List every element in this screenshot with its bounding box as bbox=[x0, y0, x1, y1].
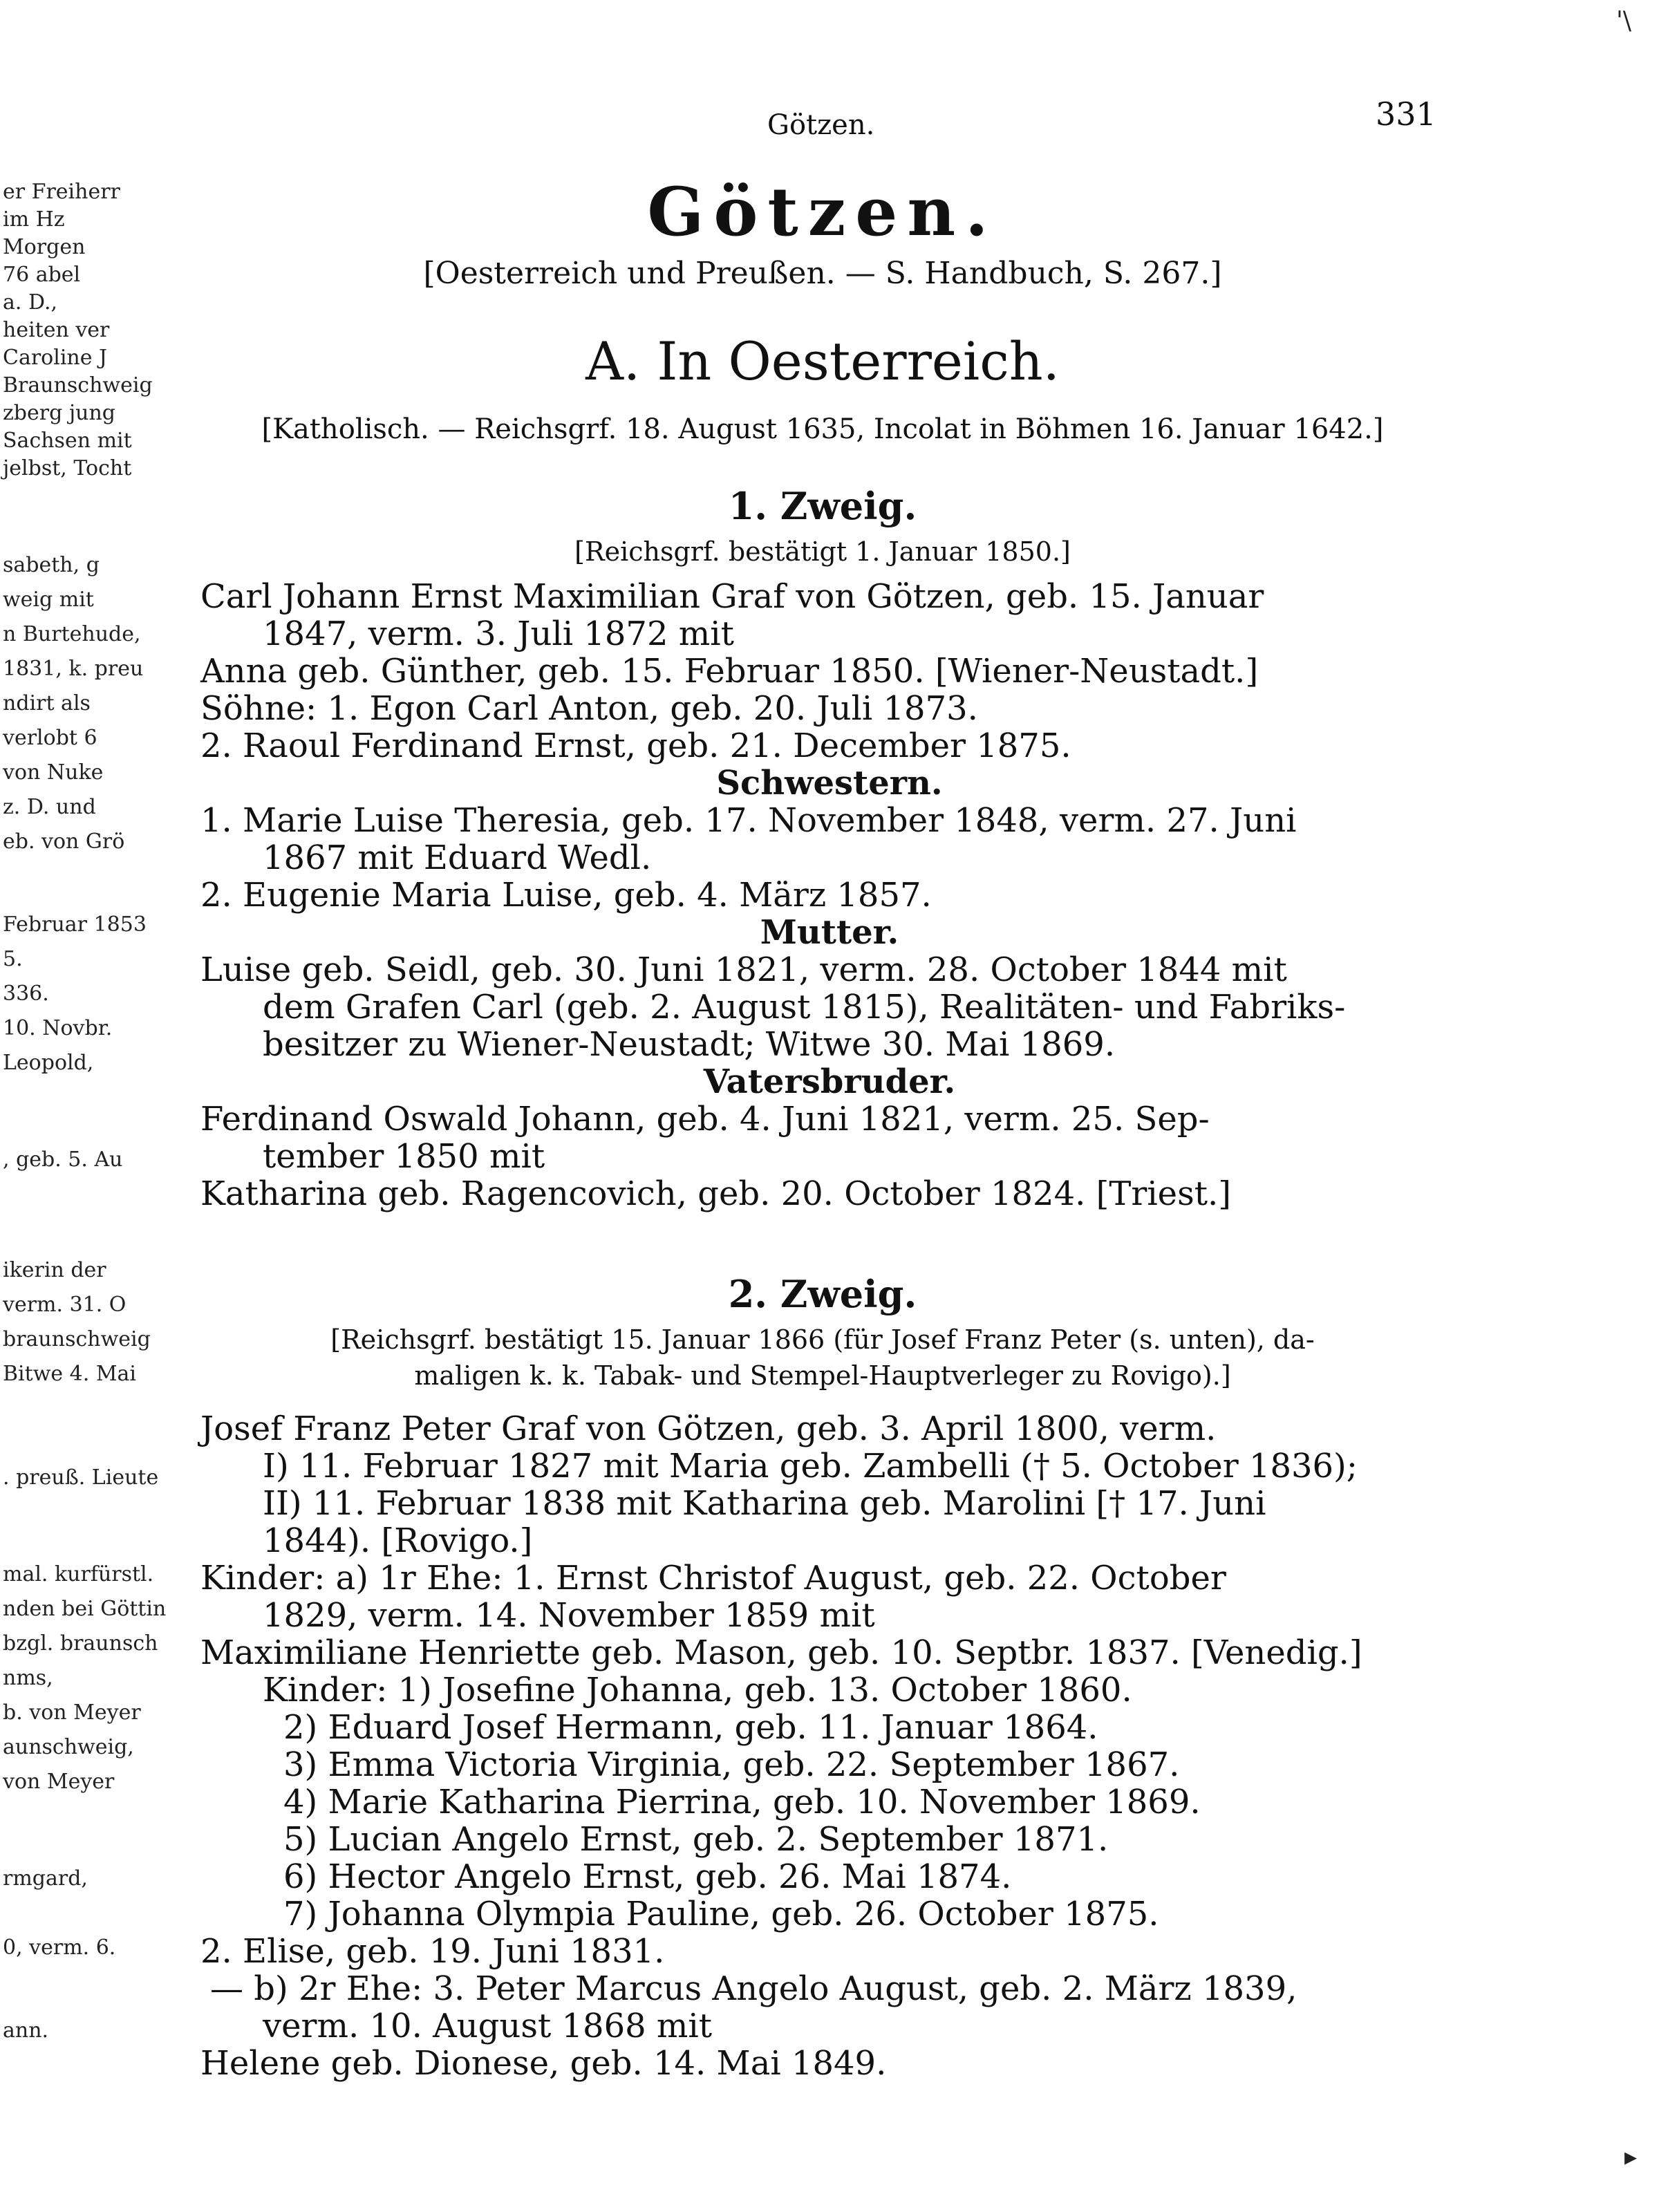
margin-fragment: z. D. und bbox=[3, 795, 96, 819]
entry-line: 1847, verm. 3. Juli 1872 mit bbox=[263, 615, 734, 653]
margin-fragment: Braunschweig bbox=[3, 373, 153, 397]
section-title: A. In Oesterreich. bbox=[585, 330, 1060, 392]
margin-fragment: nden bei Göttin bbox=[3, 1597, 167, 1621]
entry-line: 4) Marie Katharina Pierrina, geb. 10. November 1869. bbox=[283, 1783, 1201, 1821]
right-edge-marks bbox=[1597, 0, 1659, 2212]
entry-line: verm. 10. August 1868 mit bbox=[263, 2007, 713, 2045]
margin-fragment: ndirt als bbox=[3, 691, 91, 715]
margin-fragment: heiten ver bbox=[3, 318, 110, 342]
entry-line: Luise geb. Seidl, geb. 30. Juni 1821, verm. 28. October 1844 mit bbox=[200, 950, 1287, 989]
section-note: [Katholisch. — Reichsgrf. 18. August 1635, Incolat in Böhmen 16. Januar 1642.] bbox=[261, 413, 1384, 445]
branch-2-note-1: [Reichsgrf. bestätigt 15. Januar 1866 (für Josef Franz Peter (s. unten), da- bbox=[330, 1324, 1315, 1355]
entry-line: 1844). [Rovigo.] bbox=[263, 1521, 533, 1560]
entry-line: 5) Lucian Angelo Ernst, geb. 2. September 1871. bbox=[283, 1820, 1109, 1859]
margin-fragment: Februar 1853 bbox=[3, 912, 147, 937]
entry-line: II) 11. Februar 1838 mit Katharina geb. Marolini [† 17. Juni bbox=[263, 1484, 1266, 1523]
margin-fragment: Bitwe 4. Mai bbox=[3, 1362, 137, 1386]
margin-fragment: rmgard, bbox=[3, 1866, 88, 1891]
margin-fragment: nms, bbox=[3, 1666, 53, 1690]
margin-fragment: Sachsen mit bbox=[3, 429, 132, 453]
margin-fragment: verlobt 6 bbox=[3, 726, 97, 750]
family-title: Götzen. bbox=[647, 173, 998, 251]
margin-fragment: aunschweig, bbox=[3, 1735, 134, 1759]
margin-fragment: n Burtehude, bbox=[3, 622, 141, 646]
entry-line: 1829, verm. 14. November 1859 mit bbox=[263, 1596, 875, 1635]
margin-fragment: verm. 31. O bbox=[3, 1293, 126, 1317]
page-number: 331 bbox=[1376, 95, 1436, 133]
entry-line: Carl Johann Ernst Maximilian Graf von Götzen, geb. 15. Januar bbox=[200, 577, 1264, 616]
entry-line: Ferdinand Oswald Johann, geb. 4. Juni 1821, verm. 25. Sep- bbox=[200, 1100, 1210, 1138]
entry-line: — b) 2r Ehe: 3. Peter Marcus Angelo August, geb. 2. März 1839, bbox=[210, 1969, 1297, 2008]
subheading: Schwestern. bbox=[716, 764, 943, 803]
margin-fragment: eb. von Grö bbox=[3, 830, 125, 854]
entry-line: tember 1850 mit bbox=[263, 1137, 545, 1176]
entry-line: 3) Emma Victoria Virginia, geb. 22. September 1867. bbox=[283, 1745, 1180, 1784]
entry-line: 6) Hector Angelo Ernst, geb. 26. Mai 1874. bbox=[283, 1857, 1012, 1896]
adjacent-page-margin bbox=[0, 0, 167, 2212]
margin-fragment: b. von Meyer bbox=[3, 1700, 141, 1725]
entry-line: Maximiliane Henriette geb. Mason, geb. 10. Septbr. 1837. [Venedig.] bbox=[200, 1633, 1362, 1672]
margin-fragment: 0, verm. 6. bbox=[3, 1936, 116, 1960]
margin-fragment: 5. bbox=[3, 947, 23, 971]
margin-fragment: von Meyer bbox=[3, 1770, 115, 1794]
entry-line: Kinder: 1) Josefine Johanna, geb. 13. October 1860. bbox=[263, 1671, 1132, 1709]
branch-2-title: 2. Zweig. bbox=[728, 1272, 917, 1316]
margin-fragment: ikerin der bbox=[3, 1258, 106, 1282]
entry-line: Anna geb. Günther, geb. 15. Februar 1850. [Wiener-Neustadt.] bbox=[200, 652, 1259, 691]
margin-fragment: er Freiherr bbox=[3, 180, 120, 204]
margin-fragment: braunschweig bbox=[3, 1327, 151, 1351]
entry-line: 7) Johanna Olympia Pauline, geb. 26. October 1875. bbox=[283, 1895, 1159, 1933]
margin-fragment: 336. bbox=[3, 982, 49, 1006]
margin-fragment: a. D., bbox=[3, 290, 58, 315]
entry-line: besitzer zu Wiener-Neustadt; Witwe 30. Mai 1869. bbox=[263, 1025, 1116, 1064]
margin-fragment: 1831, k. preu bbox=[3, 657, 144, 681]
branch-2-note-2: maligen k. k. Tabak- und Stempel-Hauptverleger zu Rovigo).] bbox=[414, 1360, 1231, 1391]
entry-line: Katharina geb. Ragencovich, geb. 20. October 1824. [Triest.] bbox=[200, 1174, 1231, 1213]
edge-mark: ▸ bbox=[1624, 2143, 1638, 2171]
branch-1-title: 1. Zweig. bbox=[728, 484, 917, 528]
margin-fragment: 10. Novbr. bbox=[3, 1016, 113, 1040]
branch-1-entries bbox=[200, 578, 1459, 1212]
entry-line: 1867 mit Eduard Wedl. bbox=[263, 838, 652, 877]
family-note: [Oesterreich und Preußen. — S. Handbuch, S. 267.] bbox=[423, 256, 1222, 291]
entry-line: 1. Marie Luise Theresia, geb. 17. November 1848, verm. 27. Juni bbox=[200, 801, 1297, 840]
entry-line: Kinder: a) 1r Ehe: 1. Ernst Christof August, geb. 22. October bbox=[200, 1559, 1226, 1597]
entry-line: dem Grafen Carl (geb. 2. August 1815), Realitäten- und Fabriks- bbox=[263, 988, 1346, 1027]
margin-fragment: 76 abel bbox=[3, 263, 81, 287]
margin-fragment: zberg jung bbox=[3, 401, 115, 425]
branch-2-entries bbox=[200, 1410, 1459, 2082]
margin-fragment: ann. bbox=[3, 2018, 49, 2043]
margin-fragment: Caroline J bbox=[3, 346, 108, 370]
entry-line: 2) Eduard Josef Hermann, geb. 11. Januar 1864. bbox=[283, 1708, 1098, 1747]
entry-line: Josef Franz Peter Graf von Götzen, geb. 3. April 1800, verm. bbox=[200, 1409, 1217, 1448]
margin-fragment: bzgl. braunsch bbox=[3, 1631, 158, 1656]
running-head: Götzen. bbox=[767, 109, 875, 141]
entry-line: I) 11. Februar 1827 mit Maria geb. Zambelli († 5. October 1836); bbox=[263, 1447, 1358, 1485]
subheading: Vatersbruder. bbox=[703, 1062, 956, 1101]
entry-line: 2. Eugenie Maria Luise, geb. 4. März 1857. bbox=[200, 876, 932, 915]
entry-line: 2. Elise, geb. 19. Juni 1831. bbox=[200, 1932, 665, 1971]
margin-fragment: , geb. 5. Au bbox=[3, 1147, 123, 1172]
entry-line: Söhne: 1. Egon Carl Anton, geb. 20. Juli 1873. bbox=[200, 689, 978, 728]
margin-fragment: mal. kurfürstl. bbox=[3, 1562, 154, 1586]
subheading: Mutter. bbox=[760, 913, 899, 952]
entry-line: 2. Raoul Ferdinand Ernst, geb. 21. December 1875. bbox=[200, 727, 1071, 765]
margin-fragment: weig mit bbox=[3, 588, 94, 612]
margin-fragment: im Hz bbox=[3, 207, 65, 232]
margin-fragment: sabeth, g bbox=[3, 553, 100, 577]
edge-mark: '\ bbox=[1616, 7, 1632, 35]
margin-fragment: Morgen bbox=[3, 235, 86, 259]
margin-fragment: . preuß. Lieute bbox=[3, 1465, 159, 1490]
margin-fragment: jelbst, Tocht bbox=[3, 456, 132, 480]
entry-line: Helene geb. Dionese, geb. 14. Mai 1849. bbox=[200, 2044, 887, 2083]
margin-fragment: Leopold, bbox=[3, 1051, 94, 1075]
margin-fragment: von Nuke bbox=[3, 760, 104, 785]
branch-1-note: [Reichsgrf. bestätigt 1. Januar 1850.] bbox=[574, 536, 1071, 567]
